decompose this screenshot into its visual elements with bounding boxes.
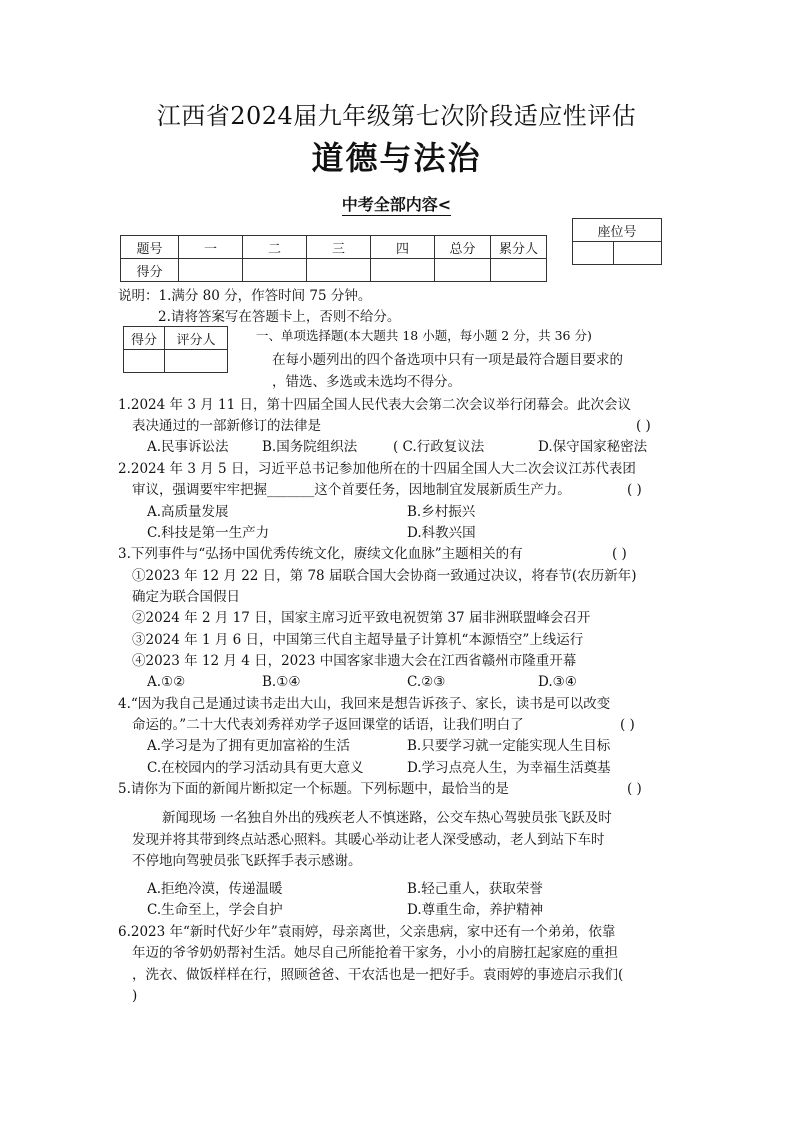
note-line-1: 说明：1.满分 80 分，作答时间 75 分钟。: [118, 288, 372, 304]
question-6-stem-cont: ): [132, 988, 138, 1004]
question-6-stem-cont: 年迈的爷爷奶奶帮衬生活。她尽自己所能抢着干家务，小小的肩膀扛起家庭的重担: [132, 945, 618, 961]
seat-number-table: [572, 218, 662, 265]
score-cell[interactable]: [491, 259, 547, 282]
seat-number-cell[interactable]: [573, 242, 614, 265]
score-cell[interactable]: [435, 259, 491, 282]
option-c: C.科技是第一生产力: [147, 525, 270, 541]
section-instruction-2: ，错选、多选或未选均不得分。: [272, 374, 461, 390]
option-d: D.学习点亮人生，为幸福生活奠基: [407, 760, 611, 776]
grader-name-cell[interactable]: [165, 350, 228, 373]
section-heading: 一、单项选择题(本大题共 18 小题，每小题 2 分，共 36 分): [256, 328, 592, 343]
option-a: A.①②: [147, 674, 186, 690]
grader-table: [123, 326, 228, 373]
statement-1-cont: 确定为联合国假日: [132, 589, 240, 605]
score-cell[interactable]: [307, 259, 371, 282]
score-cell[interactable]: [371, 259, 435, 282]
seat-number-label: 座位号: [573, 219, 662, 242]
score-header-cell: 二: [243, 236, 307, 259]
subject-title: 道德与法治: [311, 139, 482, 177]
question-2-stem-cont: 审议，强调要牢牢把握_______这个首要任务，因地制宜发展新质生产力。: [132, 482, 571, 498]
news-line-1: 新闻现场 一名独自外出的残疾老人不慎迷路，公交车热心驾驶员张飞跃及时: [162, 810, 612, 826]
score-cell[interactable]: [243, 259, 307, 282]
question-4-stem-cont: 命运的。”二十大代表刘秀祥劝学子返回课堂的话语，让我们明白了: [132, 717, 524, 733]
option-c: ( C.行政复议法: [393, 439, 485, 455]
question-1-stem-cont: 表决通过的一部新修订的法律是: [132, 418, 321, 434]
score-header-cell: 四: [371, 236, 435, 259]
answer-paren: ( ): [627, 781, 642, 797]
score-header-cell: 三: [307, 236, 371, 259]
option-a: A.民事诉讼法: [147, 439, 229, 455]
question-5-stem: 5.请你为下面的新闻片断拟定一个标题。下列标题中，最恰当的是: [118, 781, 509, 797]
question-4-stem: 4.“因为我自己是通过读书走出大山，我回来是想告诉孩子、家长，读书是可以改变: [118, 696, 611, 712]
question-3-stem: 3.下列事件与“弘扬中国优秀传统文化，赓续文化血脉”主题相关的有: [118, 546, 523, 562]
option-d: D.③④: [538, 674, 577, 690]
score-header-cell: 总分: [435, 236, 491, 259]
answer-paren: ( ): [612, 546, 627, 562]
option-b: B.只要学习就一定能实现人生目标: [407, 738, 611, 754]
score-header-cell: 累分人: [491, 236, 547, 259]
grader-name-label: 评分人: [165, 327, 228, 350]
score-table-row: [121, 259, 547, 282]
grader-score-label: 得分: [124, 327, 165, 350]
news-line-3: 不停地向驾驶员张飞跃挥手表示感谢。: [132, 853, 362, 869]
news-line-2: 发现并将其带到终点站悉心照料。其暖心举动让老人深受感动，老人到站下车时: [132, 832, 605, 848]
question-1-stem: 1.2024 年 3 月 11 日，第十四届全国人民代表大会第二次会议举行闭幕会。此次会议: [118, 397, 631, 413]
statement-2: ②2024 年 2 月 17 日，国家主席习近平致电祝贺第 37 届非洲联盟峰会召开: [132, 610, 591, 626]
option-c: C.生命至上，学会自护: [147, 902, 283, 918]
exam-scope: 中考全部内容<: [341, 195, 452, 214]
option-a: A.拒绝冷漠，传递温暖: [147, 881, 283, 897]
score-header-cell: 题号: [121, 236, 179, 259]
seat-number-cell[interactable]: [614, 242, 662, 265]
option-b: B.轻己重人，获取荣誉: [407, 881, 543, 897]
statement-1: ①2023 年 12 月 22 日，第 78 届联合国大会协商一致通过决议，将春节(农历新年): [132, 568, 637, 584]
option-d: D.科教兴国: [407, 525, 476, 541]
option-c: C.②③: [407, 674, 446, 690]
score-row-label: 得分: [121, 259, 179, 282]
grader-score-cell[interactable]: [124, 350, 165, 373]
score-table-header-row: [121, 236, 547, 259]
option-b: B.乡村振兴: [407, 504, 476, 520]
option-a: A.高质量发展: [147, 504, 229, 520]
note-line-2: 2.请将答案写在答题卡上，否则不给分。: [158, 309, 401, 325]
exam-title: 江西省2024届九年级第七次阶段适应性评估: [156, 102, 637, 130]
option-b: B.①④: [262, 674, 301, 690]
option-c: C.在校园内的学习活动具有更大意义: [147, 760, 364, 776]
option-d: D.保守国家秘密法: [538, 439, 648, 455]
answer-paren: ( ): [627, 482, 642, 498]
question-6-stem: 6.2023 年“新时代好少年”袁雨婷，母亲离世，父亲患病，家中还有一个弟弟，依靠: [118, 924, 616, 940]
answer-paren: ( ): [636, 418, 651, 434]
statement-3: ③2024 年 1 月 6 日，中国第三代自主超导量子计算机“本源悟空”上线运行: [132, 632, 584, 648]
score-table: [120, 235, 547, 282]
answer-paren: ( ): [620, 717, 635, 733]
statement-4: ④2023 年 12 月 4 日，2023 中国客家非遗大会在江西省赣州市隆重开幕: [132, 653, 577, 669]
section-instruction-1: 在每小题列出的四个备选项中只有一项是最符合题目要求的: [272, 352, 623, 368]
option-a: A.学习是为了拥有更加富裕的生活: [147, 738, 351, 754]
question-2-stem: 2.2024 年 3 月 5 日，习近平总书记参加他所在的十四届全国人大二次会议江苏代表团: [118, 461, 636, 477]
score-header-cell: 一: [179, 236, 243, 259]
option-d: D.尊重生命，养护精神: [407, 902, 544, 918]
question-6-stem-cont: ，洗衣、做饭样样在行，照顾爸爸、干农活也是一把好手。袁雨婷的事迹启示我们(: [132, 967, 624, 983]
score-cell[interactable]: [179, 259, 243, 282]
option-b: B.国务院组织法: [262, 439, 358, 455]
